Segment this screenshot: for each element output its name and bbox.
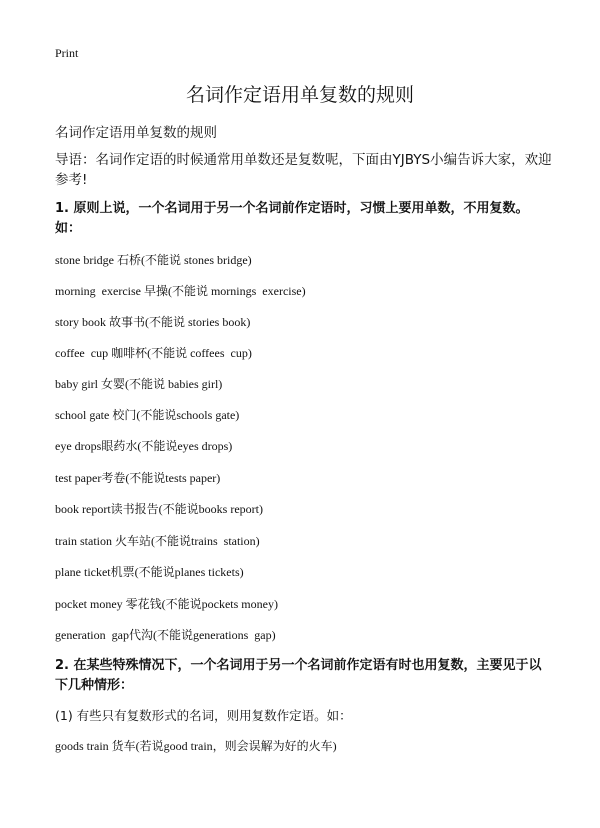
example-line: train station 火车站(不能说trains station) — [55, 534, 260, 548]
section-1-heading: 1. 原则上说，一个名词用于另一个名词前作定语时，习惯上要用单数，不用复数。如： — [55, 201, 529, 236]
example-line: school gate 校门(不能说schools gate) — [55, 408, 240, 422]
print-label: Print — [55, 46, 79, 60]
section-2-heading: 2. 在某些特殊情况下，一个名词用于另一个名词前作定语有时也用复数，主要见于以下几种情形： — [55, 658, 542, 693]
example-line: eye drops眼药水(不能说eyes drops) — [55, 439, 233, 453]
example-line: baby girl 女婴(不能说 babies girl) — [55, 377, 223, 391]
intro-paragraph: 导语：名词作定语的时候通常用单数还是复数呢，下面由YJBYS小编告诉大家，欢迎参考! — [55, 152, 552, 188]
example-line: morning exercise 早操(不能说 mornings exercise) — [55, 284, 306, 298]
section-2-item-1: (1) 有些只有复数形式的名词，则用复数作定语。如： — [55, 708, 352, 723]
example-line: book report读书报告(不能说books report) — [55, 502, 263, 516]
example-line: plane ticket机票(不能说planes tickets) — [55, 565, 244, 579]
example-line: coffee cup 咖啡杯(不能说 coffees cup) — [55, 346, 252, 360]
example-line: goods train 货车(若说good train，则会误解为好的火车) — [55, 739, 337, 753]
example-line: pocket money 零花钱(不能说pockets money) — [55, 597, 278, 611]
example-line: generation gap代沟(不能说generations gap) — [55, 628, 276, 642]
document-title: 名词作定语用单复数的规则 — [185, 84, 414, 106]
example-line: stone bridge 石桥(不能说 stones bridge) — [55, 253, 252, 267]
example-line: story book 故事书(不能说 stories book) — [55, 315, 251, 329]
example-line: test paper考卷(不能说tests paper) — [55, 471, 221, 485]
document-subtitle: 名词作定语用单复数的规则 — [55, 125, 217, 141]
